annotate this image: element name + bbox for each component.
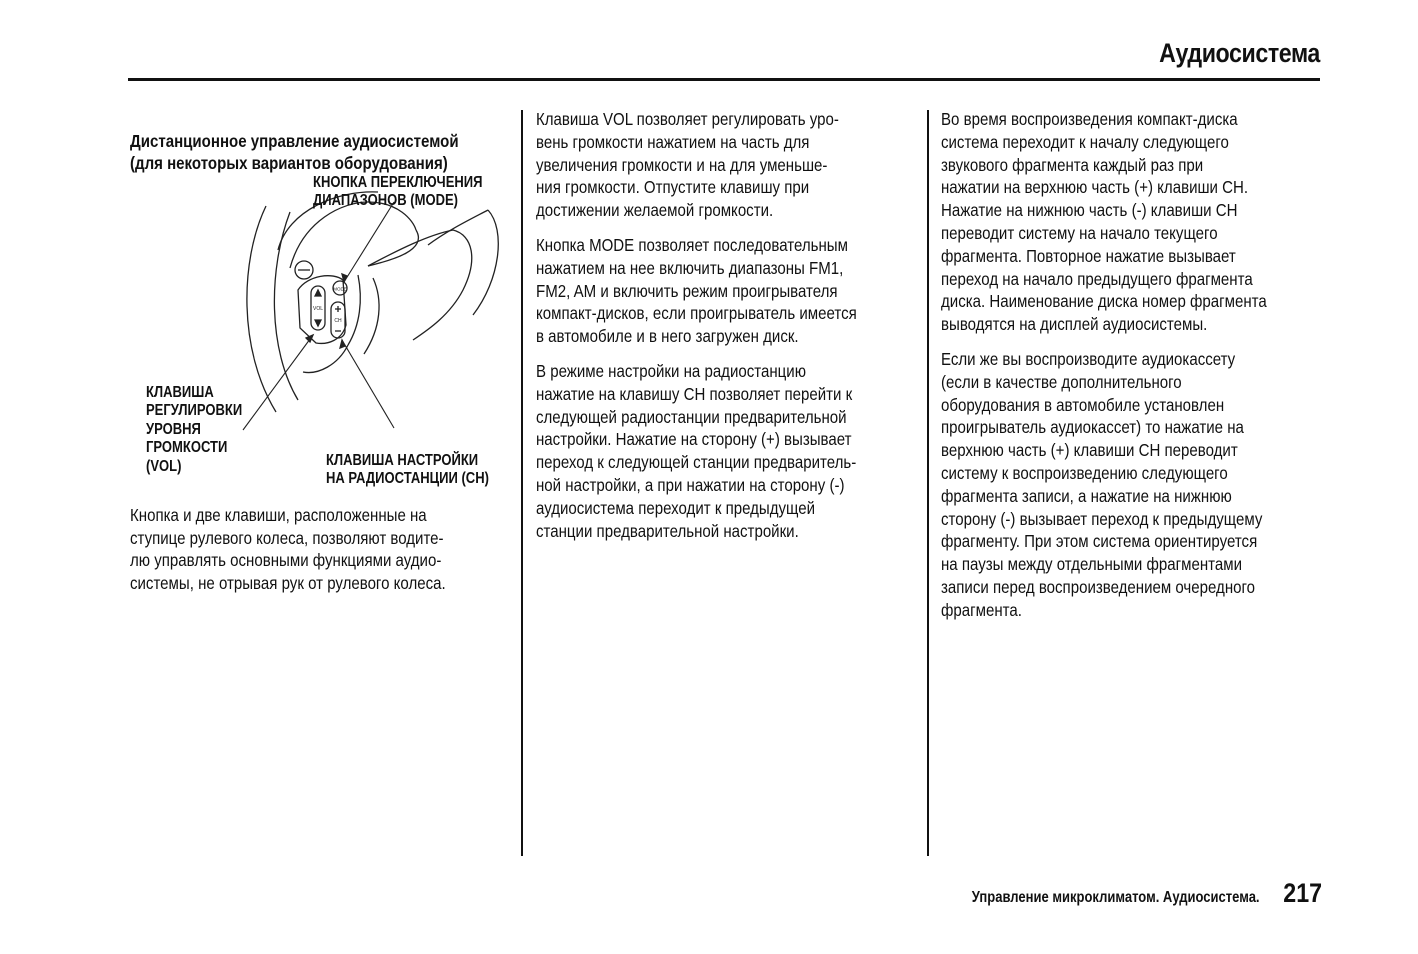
section-heading-text: Дистанционное управление аудиосистемой (для некоторых вариантов оборудования) <box>130 131 459 173</box>
paragraph <box>941 108 1331 336</box>
paragraph <box>536 360 921 542</box>
ch-leader-line <box>342 340 394 428</box>
page-title: Аудиосистема <box>1159 38 1320 68</box>
column-3 <box>941 108 1331 634</box>
column-divider-2 <box>927 110 929 856</box>
paragraph <box>941 348 1331 622</box>
footer-section-title <box>917 889 1260 907</box>
footer-section-text: Управление микроклиматом. Аудиосистема. <box>972 889 1260 906</box>
paragraph <box>536 108 921 222</box>
mode-label <box>313 155 513 229</box>
page-number: 217 <box>1283 878 1322 908</box>
mode-button-text: MODE <box>333 286 347 292</box>
paragraph <box>536 234 921 348</box>
vol-label-text: КЛАВИША РЕГУЛИРОВКИ УРОВНЯ ГРОМКОСТИ (VOL) <box>146 383 243 475</box>
title-divider <box>128 78 1320 81</box>
paragraph-text: Кнопка MODE позволяет последовательным нажатием на нее включить диапазоны FM1, FM2, AM и включить режим проигрывателя компакт-дисков, если проигрыватель имеется в автомобиле и в него загружен диск. <box>536 234 857 347</box>
figure-caption <box>130 481 515 618</box>
paragraph-text: Если же вы воспроизводите аудиокассету (если в качестве дополнительного оборудования в автомобиле установлен проигрыватель аудиокассет) то нажатие на верхнюю часть (+) клавиши CH переводит систему к воспроизведению следующего фрагмента записи, а нажатие на нижнюю сторону (-) вызывает переход к предыдущему фрагменту. При этом система ориентируется на паузы между отдельными фрагментами записи перед воспроизведением очередного фрагмента. <box>941 348 1263 620</box>
ch-button-text: CH <box>334 318 342 324</box>
ch-label-text: КЛАВИША НАСТРОЙКИ НА РАДИОСТАНЦИИ (CH) <box>326 451 489 487</box>
mode-label-text: КНОПКА ПЕРЕКЛЮЧЕНИЯ ДИАПАЗОНОВ (MODE) <box>313 173 483 209</box>
vol-button-text: VOL <box>312 306 324 312</box>
vol-label <box>146 365 266 495</box>
paragraph-text: В режиме настройки на радиостанцию нажатие на клавишу CH позволяет перейти к следующей радиостанции предварительной настройки. Нажатие на сторону (+) вызывает переход к следующей станции предваритель- ной настройки, а при нажатии на сторону (-) аудиосистема переходит к предыдущей станции предварительной настройки. <box>536 360 857 541</box>
paragraph-text: Клавиша VOL позволяет регулировать уро- вень громкости нажатием на часть для увеличения громкости и на для уменьше- ния громкости. Отпустите клавишу при достижении желаемой громкости. <box>536 109 839 221</box>
figure-caption-text: Кнопка и две клавиши, расположенные на ступице рулевого колеса, позволяют водите- лю управлять основными функциями аудио- системы, не отрывая рук от рулевого колеса. <box>130 504 446 594</box>
column-2 <box>536 108 921 554</box>
paragraph-text: Во время воспроизведения компакт-диска система переходит к началу следующего звукового фрагмента каждый раз при нажатии на верхнюю часть (+) клавиши CH. Нажатие на нижнюю часть (-) клавиши CH переводит систему на начало текущего фрагмента. Повторное нажатие вызывает переход на начало предыдущего фрагмента диска. Наименование диска номер фрагмента выводятся на дисплей аудиосистемы. <box>941 109 1267 335</box>
